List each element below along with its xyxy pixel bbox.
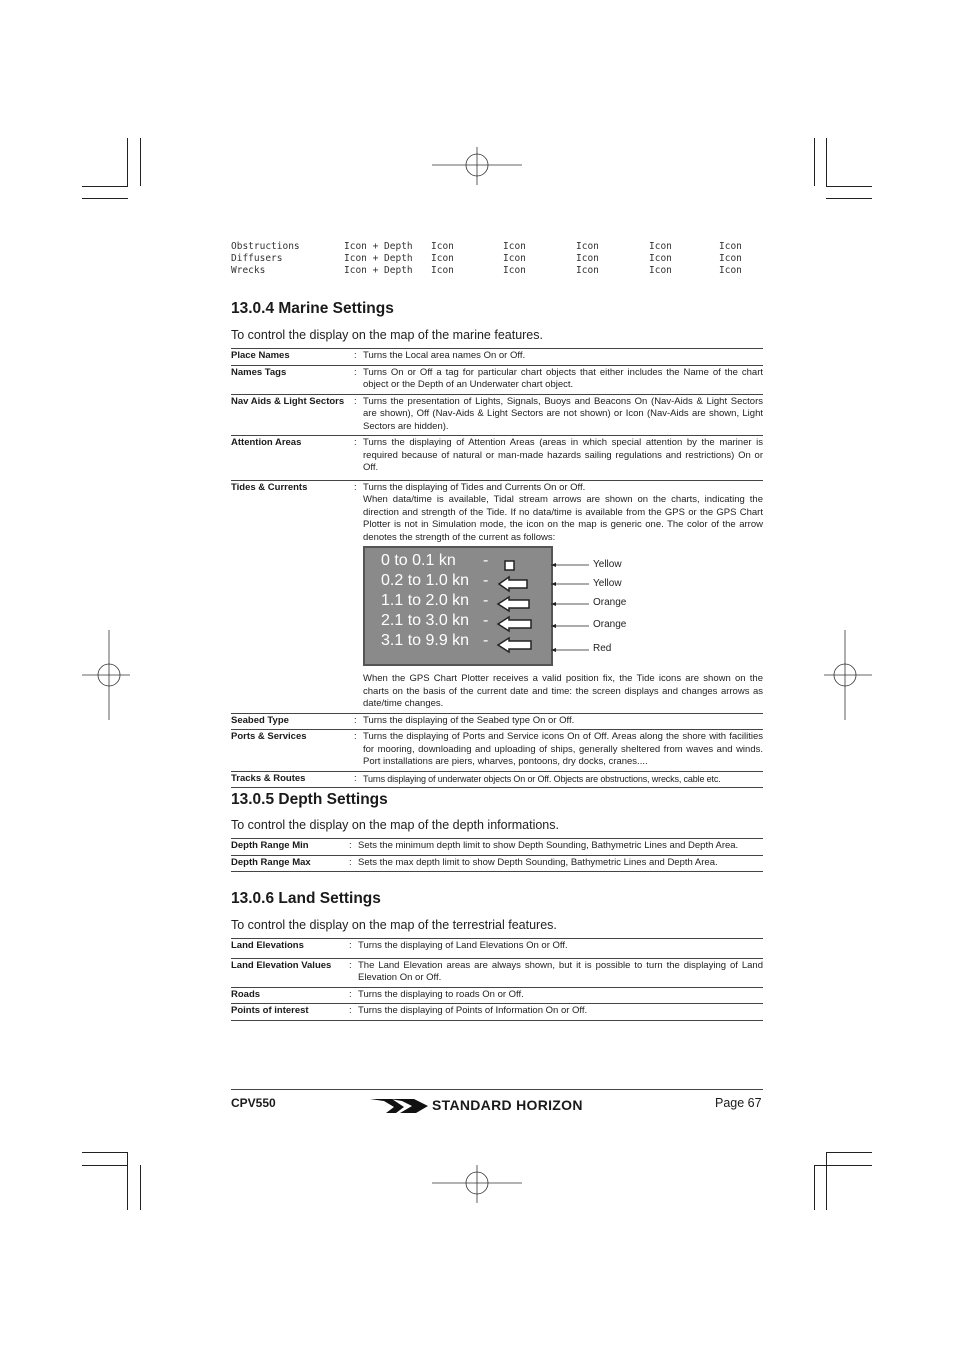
cell: Icon — [576, 253, 599, 264]
setting-description — [363, 350, 763, 363]
section-intro-depth: To control the display on the map of the depth informations. — [231, 818, 559, 832]
tide-color-label: Yellow — [593, 578, 622, 589]
description-text: Turns On or Off a tag for particular chart objects that either includes the Name of the chart object or the Depth of an Underwater chart object. — [363, 366, 763, 390]
tide-arrow-icon-medium — [498, 597, 529, 611]
tide-arrow-icon-small — [499, 577, 527, 591]
tide-color-label: Orange — [593, 619, 627, 630]
table-row — [231, 772, 763, 789]
setting-label: Seabed Type — [231, 714, 289, 726]
table-row — [231, 349, 763, 366]
tide-color-label: Yellow — [593, 559, 622, 570]
tide-range-dash: - — [483, 632, 489, 649]
setting-label: Depth Range Max — [231, 856, 311, 868]
registration-mark-top — [430, 146, 524, 186]
tide-range-dash: - — [483, 592, 489, 609]
land-settings-table — [231, 938, 763, 1021]
setting-description — [358, 1005, 763, 1018]
setting-description — [363, 731, 763, 769]
registration-mark-bottom — [430, 1164, 524, 1204]
description-text: Turns the Local area names On or Off. — [363, 350, 526, 361]
marine-settings-table — [231, 348, 763, 788]
description-text: Turns the displaying to roads On or Off. — [358, 988, 524, 1000]
cell: Icon — [576, 241, 599, 252]
setting-label: Tides & Currents — [231, 481, 308, 493]
setting-label: Points of interest — [231, 1005, 309, 1016]
setting-label: Place Names — [231, 350, 290, 361]
cell: Icon + Depth — [344, 265, 413, 276]
tide-color-label: Red — [593, 643, 612, 654]
table-row — [231, 366, 763, 395]
brand-name: STANDARD HORIZON — [432, 1097, 583, 1113]
section-intro-land: To control the display on the map of the terrestrial features. — [231, 918, 557, 932]
description-text: When the GPS Chart Plotter receives a valid position fix, the Tide icons are shown on the charts on the basis of the current date and time: the screen displays and changes arrows as date/time changes. — [363, 673, 763, 709]
depth-settings-table — [231, 838, 763, 872]
description-text: Turns the displaying of Attention Areas (areas in which special attention by the mariner is required because of natural or man-made hazards sailing regulations and restrictions) On or Off. — [363, 437, 763, 473]
tide-range-label: 0.2 to 1.0 kn — [381, 572, 470, 589]
setting-description — [358, 840, 763, 853]
cell: Icon — [649, 253, 672, 264]
table-row — [231, 730, 763, 772]
cell: Icon — [431, 253, 454, 264]
setting-label: Attention Areas — [231, 437, 302, 448]
colon: : — [349, 856, 352, 868]
colon: : — [354, 437, 357, 448]
colon: : — [354, 772, 357, 784]
colon: : — [349, 940, 352, 951]
description-text: Turns the displaying of Tides and Currents On or Off. — [363, 481, 586, 493]
registration-mark-right — [822, 630, 872, 722]
page-number: Page 67 — [715, 1096, 762, 1110]
setting-label: Ports & Services — [231, 731, 307, 742]
setting-label: Depth Range Min — [231, 840, 309, 851]
setting-label: Land Elevation Values — [231, 959, 332, 971]
setting-description — [358, 989, 763, 1002]
table-row — [231, 395, 763, 437]
section-heading-depth: 13.0.5 Depth Settings — [231, 791, 388, 808]
description-text: Sets the max depth limit to show Depth Sounding, Bathymetric Lines and Depth Area. — [358, 856, 718, 868]
colon: : — [349, 959, 352, 971]
tide-arrow-legend — [363, 546, 763, 670]
colon: : — [354, 366, 357, 378]
footer-divider — [231, 1089, 763, 1090]
section-heading-marine: 13.0.4 Marine Settings — [231, 300, 394, 317]
cell: Icon — [649, 265, 672, 276]
object-name: Obstructions — [231, 241, 300, 252]
setting-description — [363, 367, 763, 392]
colon: : — [354, 350, 357, 361]
tide-range-label: 3.1 to 9.9 kn — [381, 632, 470, 649]
description-text: Turns the displaying of Ports and Service icons On of Off. Areas along the shore with facilities for mooring, downloading and uploading of ships, generally sheltered from waves and winds. Port installations are piers, wharves, pontoons, dry docks, cranes.... — [363, 731, 763, 767]
table-row — [231, 1004, 763, 1021]
tide-range-dash: - — [483, 612, 489, 629]
tide-arrow-icon-large — [498, 617, 531, 631]
tide-arrow-icons — [491, 546, 591, 670]
table-row — [231, 839, 763, 856]
cell: Icon — [649, 241, 672, 252]
tide-square-icon — [505, 561, 514, 570]
colon: : — [354, 395, 357, 407]
section-heading-land: 13.0.6 Land Settings — [231, 890, 381, 907]
object-name: Diffusers — [231, 253, 283, 264]
table-row — [231, 481, 763, 714]
cell: Icon + Depth — [344, 241, 413, 252]
description-text: The Land Elevation areas are always shown, but it is possible to turn the displaying of Land Elevation On or Off. — [358, 959, 763, 983]
table-row — [231, 856, 763, 873]
table-row — [231, 939, 763, 959]
tide-arrow-icon-xlarge — [498, 638, 531, 652]
setting-label: Nav Aids & Light Sectors — [231, 395, 345, 407]
table-row — [231, 436, 763, 481]
table-row — [231, 988, 763, 1005]
cell: Icon — [503, 241, 526, 252]
description-text: Turns displaying of underwater objects On or Off. Objects are obstructions, wrecks, cable etc. — [363, 773, 721, 784]
registration-mark-left — [82, 630, 132, 722]
setting-description — [363, 482, 763, 711]
cell: Icon — [576, 265, 599, 276]
colon: : — [349, 988, 352, 1000]
setting-description — [363, 773, 763, 786]
setting-description — [363, 396, 763, 434]
table-row — [231, 714, 763, 731]
object-name: Wrecks — [231, 265, 266, 276]
tide-range-dash: - — [483, 552, 489, 569]
cell: Icon — [503, 265, 526, 276]
cell: Icon — [503, 253, 526, 264]
cell: Icon — [719, 253, 742, 264]
setting-label: Land Elevations — [231, 940, 304, 951]
tide-range-label: 1.1 to 2.0 kn — [381, 592, 470, 609]
tide-range-dash: - — [483, 572, 489, 589]
cell: Icon — [719, 241, 742, 252]
tide-color-label: Orange — [593, 597, 627, 608]
tide-range-label: 2.1 to 3.0 kn — [381, 612, 470, 629]
description-text: When data/time is available, Tidal stream arrows are shown on the charts, indicating the direction and strength of the Tide. If no data/time is available from the GPS or the GPS Chart Plotter is not in Simulation mode, the icon on the map is generic one. The color of the arrow denotes the strength of the current as follows: — [363, 494, 763, 543]
setting-description — [358, 940, 763, 953]
description-text: Sets the minimum depth limit to show Depth Sounding, Bathymetric Lines and Depth Area. — [358, 840, 739, 851]
colon: : — [349, 840, 352, 851]
cell: Icon — [431, 265, 454, 276]
setting-description — [363, 437, 763, 475]
cell: Icon + Depth — [344, 253, 413, 264]
colon: : — [354, 481, 357, 493]
setting-label: Names Tags — [231, 366, 287, 378]
setting-description — [363, 715, 763, 728]
table-row — [231, 959, 763, 988]
section-intro-marine: To control the display on the map of the marine features. — [231, 328, 543, 342]
colon: : — [349, 1005, 352, 1016]
cell: Icon — [431, 241, 454, 252]
description-text: Turns the displaying of Points of Information On or Off. — [358, 1005, 588, 1016]
tide-range-label: 0 to 0.1 kn — [381, 552, 456, 569]
description-text: Turns the presentation of Lights, Signals, Buoys and Beacons On (Nav-Aids & Light Sectors are shown), Off (Nav-Aids & Light Sectors are not shown) or Icon (Nav-Aids are shown, Light Sectors are hidden). — [363, 395, 763, 432]
brand-logo-icon — [370, 1097, 430, 1115]
model-name: CPV550 — [231, 1096, 276, 1110]
setting-label: Tracks & Routes — [231, 772, 306, 784]
colon: : — [354, 714, 357, 726]
cell: Icon — [719, 265, 742, 276]
description-text: Turns the displaying of Land Elevations On or Off. — [358, 940, 568, 951]
colon: : — [354, 731, 357, 742]
setting-description — [358, 960, 763, 985]
setting-description — [358, 857, 763, 870]
setting-label: Roads — [231, 988, 261, 1000]
description-text: Turns the displaying of the Seabed type On or Off. — [363, 714, 575, 726]
